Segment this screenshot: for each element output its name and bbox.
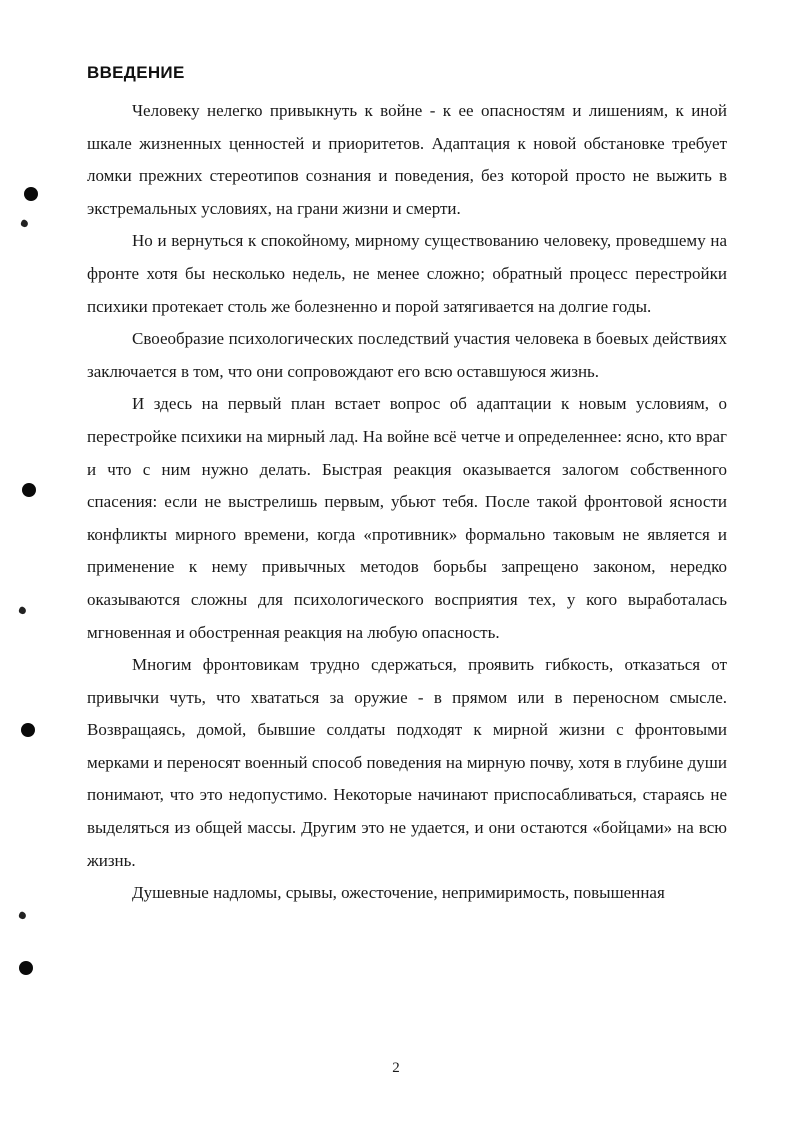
paragraph: Человеку нелегко привыкнуть к войне - к ее опасностям и лишениям, к иной шкале жизненных ценностей и приоритетов. Адаптация к новой обстановке требует ломки прежних стереотипов сознания и поведения, без которой просто не выжить в экстремальных условиях, на грани жизни и смерти. bbox=[87, 101, 727, 218]
body-text bbox=[87, 95, 727, 910]
paragraph: Многим фронтовикам трудно сдержаться, проявить гибкость, отказаться от привычки чуть, что хвататься за оружие - в прямом или в переносном смысле. Возвращаясь, домой, бывшие солдаты подходят к мирной жизни с фронтовыми мерками и переносят военный способ поведения на мирную почву, хотя в глубине души понимают, что это недопустимо. Некоторые начинают приспосабливаться, стараясь не выделяться из общей массы. Другим это не удается, и они остаются «бойцами» на всю жизнь. bbox=[87, 655, 727, 870]
paragraph: Но и вернуться к спокойному, мирному существованию человеку, проведшему на фронте хотя бы несколько недель, не менее сложно; обратный процесс перестройки психики протекает столь же болезненно и порой затягивается на долгие годы. bbox=[87, 231, 727, 316]
binder-hole-mark bbox=[19, 961, 33, 975]
scan-speck-mark bbox=[18, 606, 27, 615]
binder-hole-mark bbox=[21, 723, 35, 737]
paragraph: И здесь на первый план встает вопрос об адаптации к новым условиям, о перестройке психики на мирный лад. На войне всё четче и определеннее: ясно, кто враг и что с ним нужно делать. Быстрая реакция оказывается залогом собственного спасения: если не выстрелишь первым, убьют тебя. После такой фронтовой ясности конфликты мирного времени, когда «противник» формально таковым не является и применение к нему привычных методов борьбы запрещено законом, нередко оказываются сложны для психологического восприятия тех, у кого выработалась мгновенная и обостренная реакция на любую опасность. bbox=[87, 394, 727, 642]
binder-hole-mark bbox=[24, 187, 38, 201]
binder-hole-mark bbox=[22, 483, 36, 497]
paragraph: Душевные надломы, срывы, ожесточение, непримиримость, повышенная bbox=[132, 883, 665, 903]
scan-speck-mark bbox=[20, 219, 29, 228]
section-heading: ВВЕДЕНИЕ bbox=[87, 63, 185, 82]
scan-speck-mark bbox=[18, 911, 27, 920]
paragraph: Своеобразие психологических последствий участия человека в боевых действиях заключается в том, что они сопровождают его всю оставшуюся жизнь. bbox=[87, 329, 727, 381]
page-number: 2 bbox=[392, 1060, 400, 1076]
